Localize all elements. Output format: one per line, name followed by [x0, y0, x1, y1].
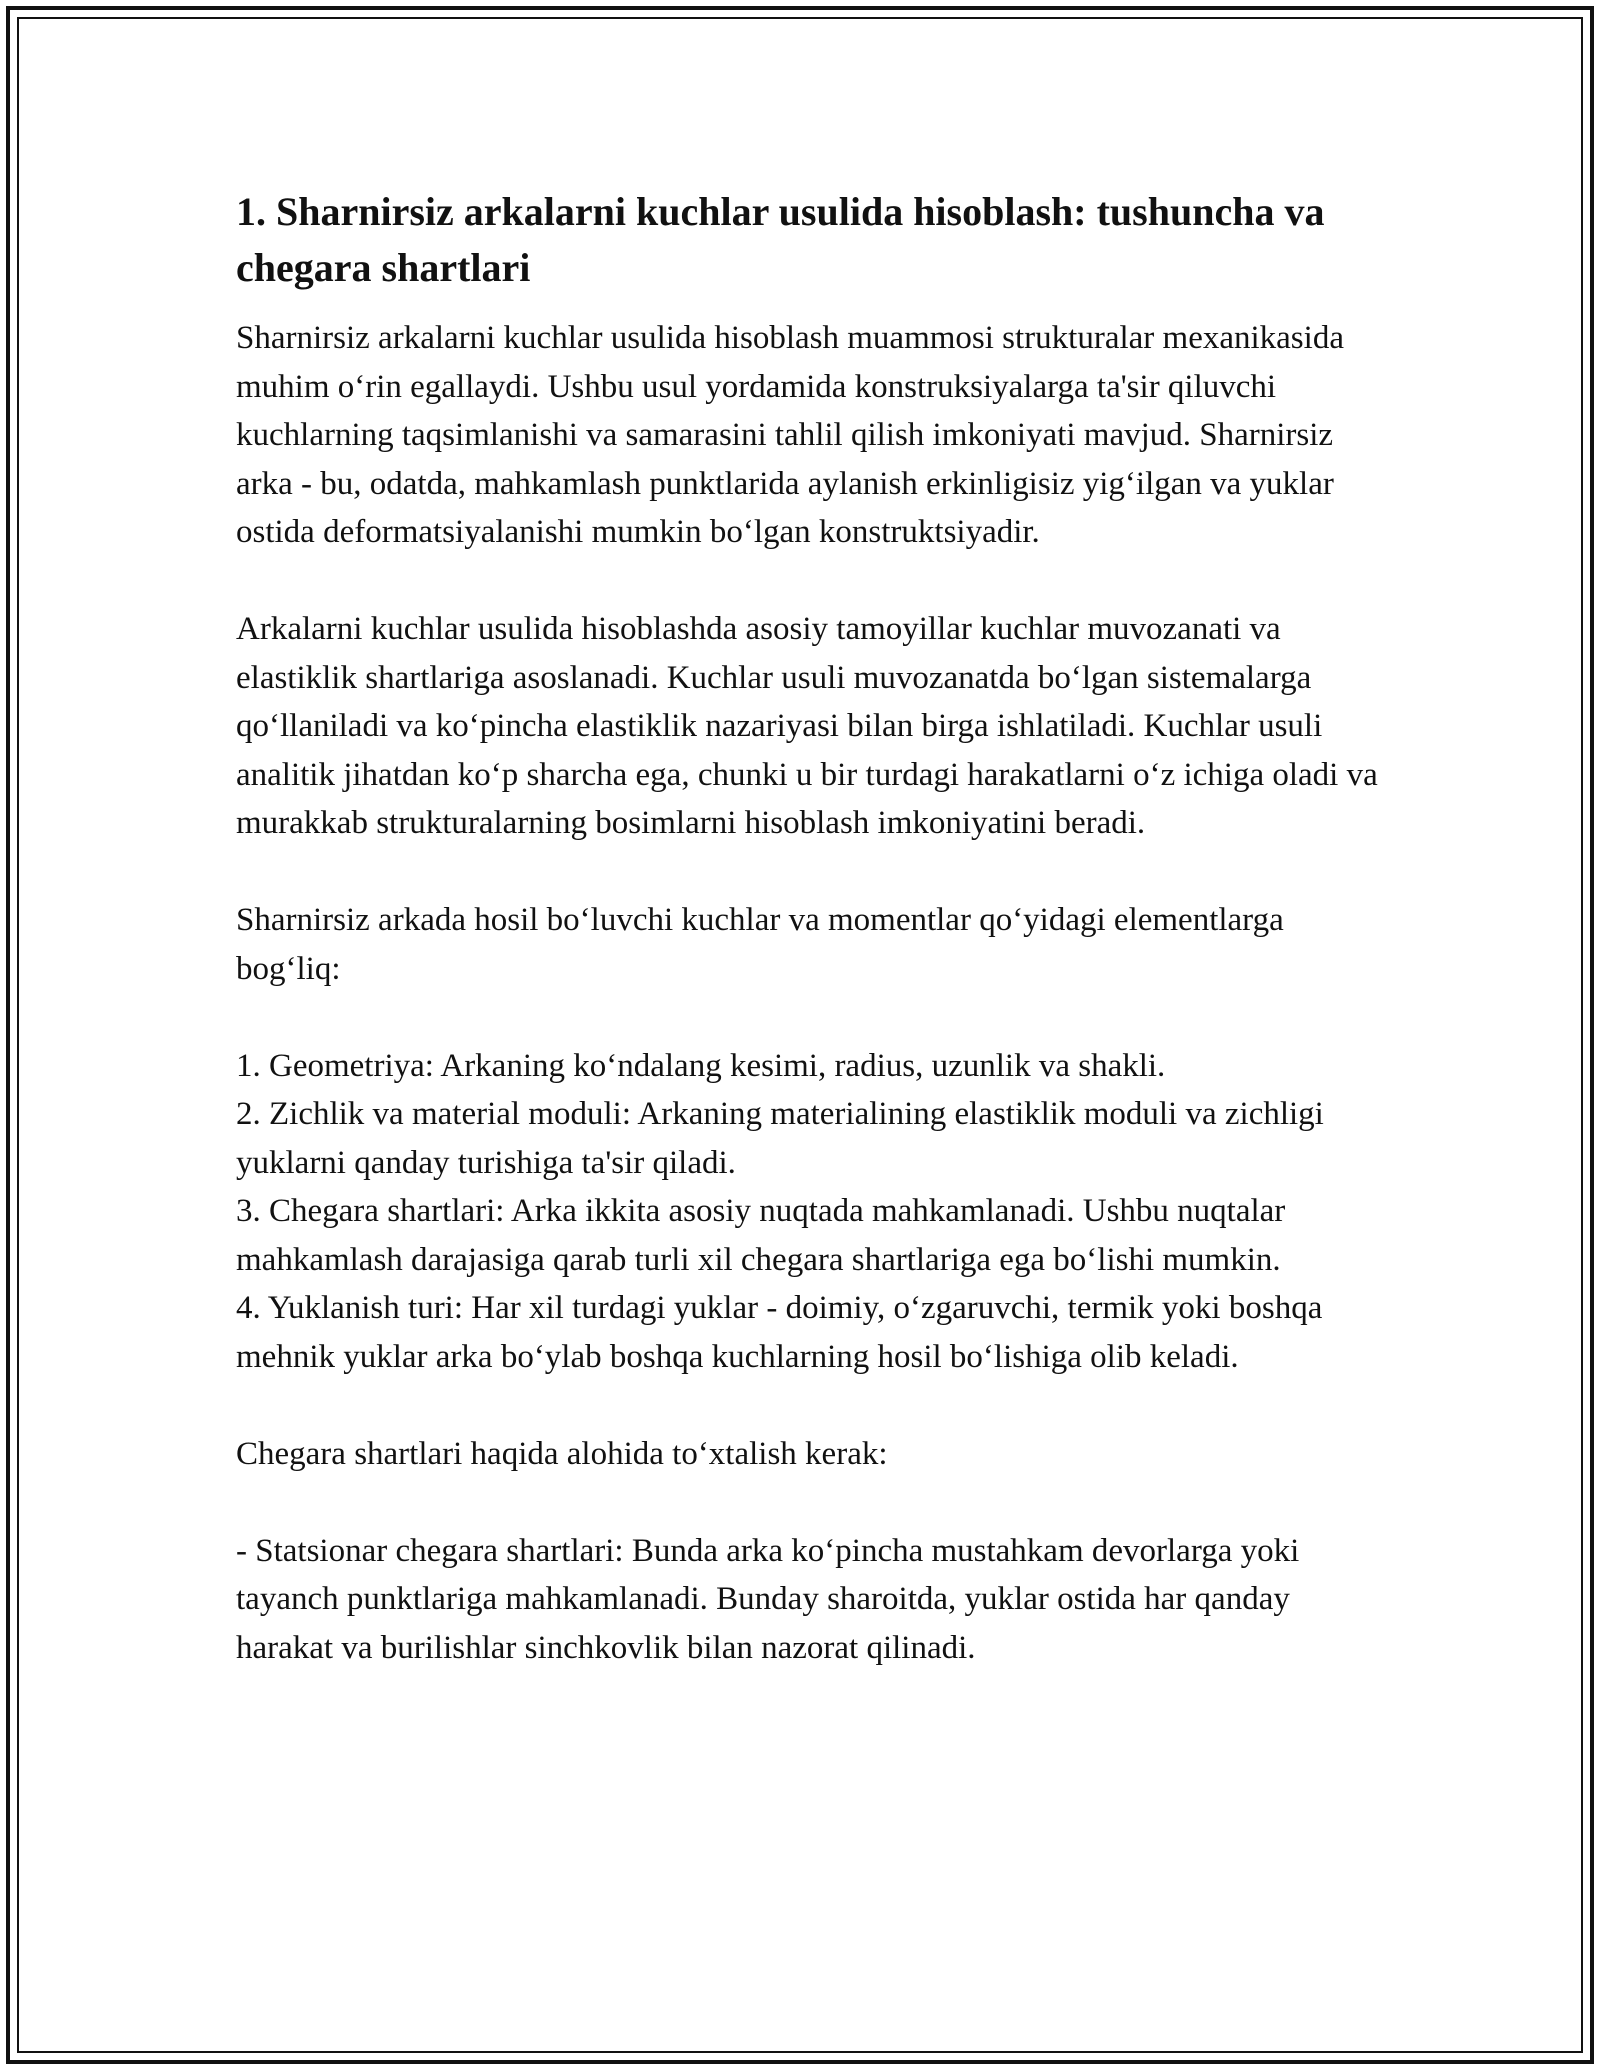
list-item-material: 2. Zichlik va material moduli: Arkaning materialining elastiklik moduli va zichligi yuklarni qanday turishiga ta'sir qiladi. — [236, 1096, 1324, 1181]
document-body — [236, 184, 1386, 1672]
list-item-loading: 4. Yuklanish turi: Har xil turdagi yuklar - doimiy, o‘zgaruvchi, termik yoki boshqa mehnik yuklar arka bo‘ylab boshqa kuchlarning hosil bo‘lishiga olib keladi. — [236, 1290, 1323, 1375]
paragraph-principles: Arkalarni kuchlar usulida hisoblashda asosiy tamoyillar kuchlar muvozanati va elastiklik shartlariga asoslanadi. Kuchlar usuli muvozanatda bo‘lgan sistemalarga qo‘llaniladi va ko‘pincha elastiklik nazariyasi bilan birga ishlatiladi. Kuchlar usuli analitik jihatdan ko‘p sharcha ega, chunki u bir turdagi harakatlarni o‘z ichiga oladi va murakkab strukturalarning bosimlarni hisoblash imkoniyatini beradi. — [236, 611, 1378, 841]
bullet-stationary: - Statsionar chegara shartlari: Bunda arka ko‘pincha mustahkam devorlarga yoki tayanch punktlariga mahkamlanadi. Bunday sharoitda, yuklar ostida har qanday harakat va burilishlar sinchkovlik bilan nazorat qilinadi. — [236, 1532, 1300, 1666]
paragraph-intro: Sharnirsiz arkalarni kuchlar usulida hisoblash muammosi strukturalar mexanikasida muhim o‘rin egallaydi. Ushbu usul yordamida konstruksiyalarga ta'sir qiluvchi kuchlarning taqsimlanishi va samarasini tahlil qilish imkoniyati mavjud. Sharnirsiz arka - bu, odatda, mahkamlash punktlarida aylanish erkinligisiz yig‘ilgan va yuklar ostida deformatsiyalanishi mumkin bo‘lgan konstruktsiyadir. — [236, 320, 1344, 550]
section-heading: 1. Sharnirsiz arkalarni kuchlar usulida hisoblash: tushuncha va chegara shartlari — [236, 189, 1325, 290]
numbered-list — [236, 1042, 1386, 1382]
list-item-boundary: 3. Chegara shartlari: Arka ikkita asosiy nuqtada mahkamlanadi. Ushbu nuqtalar mahkamlash darajasiga qarab turli xil chegara shartlariga ega bo‘lishi mumkin. — [236, 1193, 1286, 1278]
list-item-geometry: 1. Geometriya: Arkaning ko‘ndalang kesimi, radius, uzunlik va shakli. — [236, 1047, 1166, 1084]
paragraph-note: Chegara shartlari haqida alohida to‘xtalish kerak: — [236, 1435, 888, 1472]
paragraph-dependencies: Sharnirsiz arkada hosil bo‘luvchi kuchlar va momentlar qo‘yidagi elementlarga bog‘liq: — [236, 902, 1284, 987]
